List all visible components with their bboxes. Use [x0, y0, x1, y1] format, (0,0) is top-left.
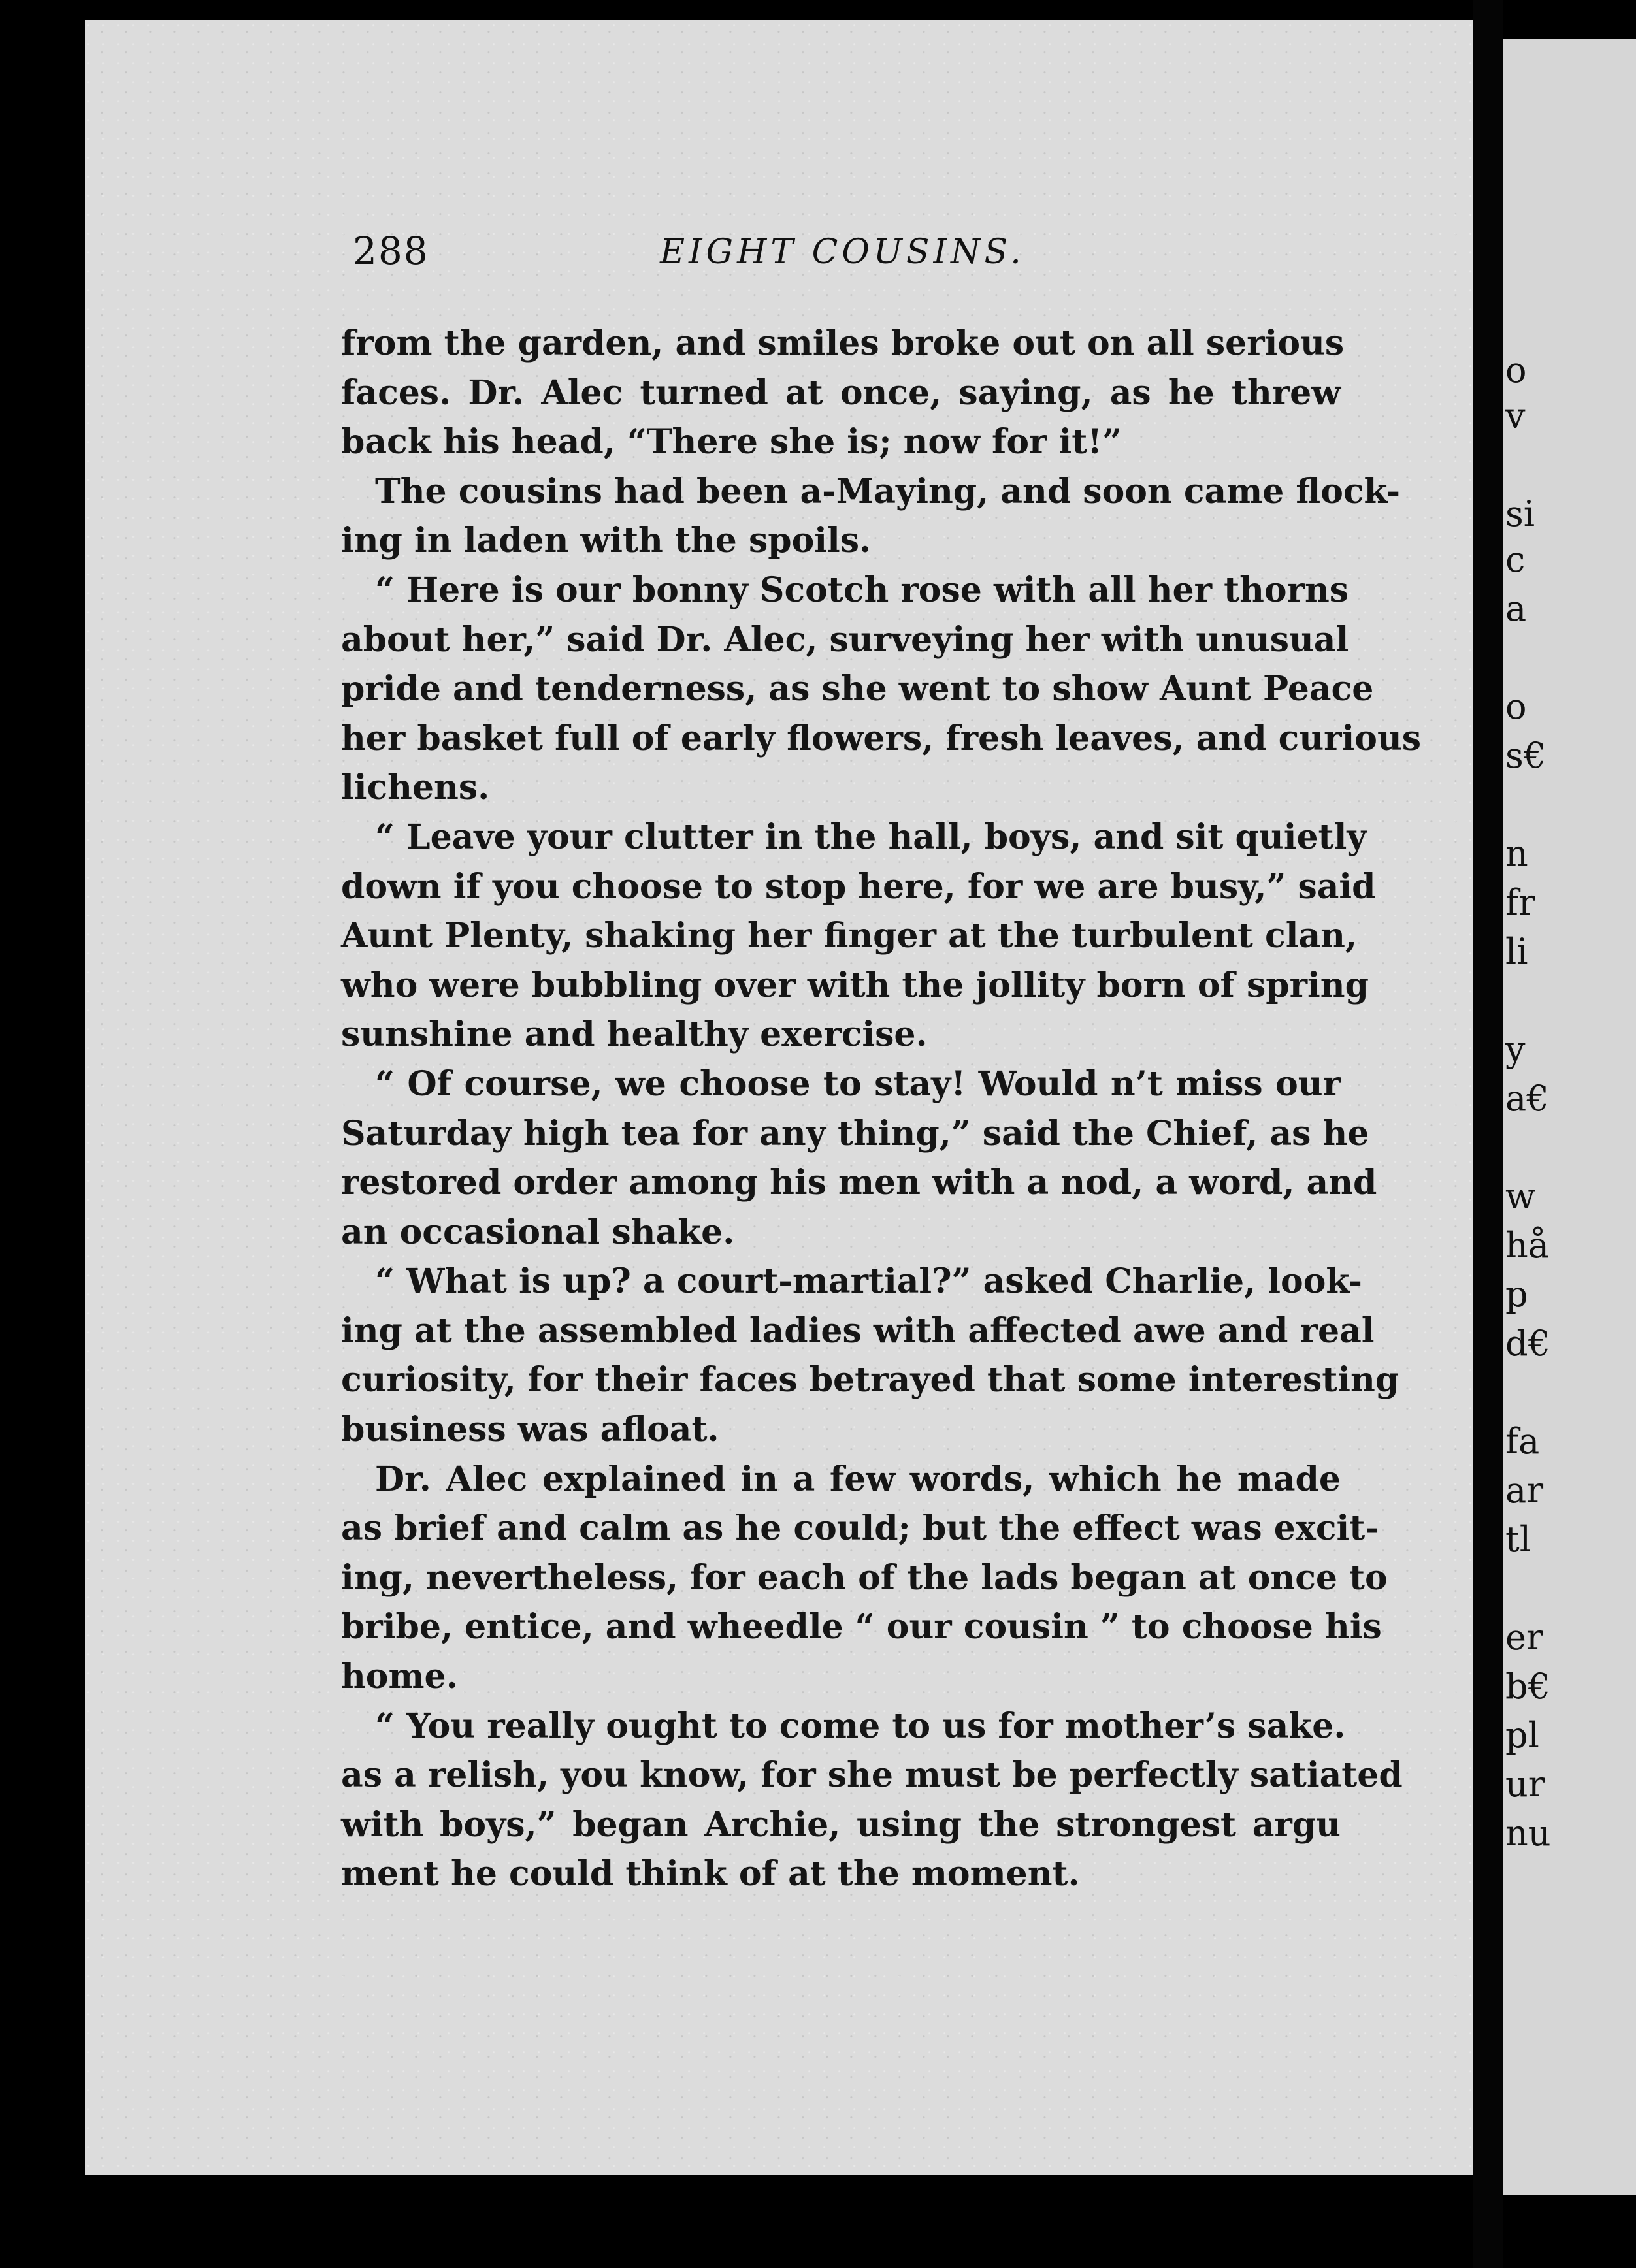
right-page-text-fragment: c [1505, 539, 1526, 580]
text-line: down if you choose to stop here, for we are busy,” said [341, 866, 1376, 907]
text-line: ment he could think of at the moment. [341, 1854, 1080, 1894]
text-line: lichens. [341, 768, 490, 808]
text-line: who were bubbling over with the jollity born of spring [341, 965, 1369, 1005]
text-line: ing, nevertheless, for each of the lads began at once to [341, 1557, 1388, 1598]
text-line: with boys,” began Archie, using the strongest argu [341, 1804, 1341, 1845]
right-page-text-fragment: o [1505, 349, 1527, 391]
page-gutter [1473, 0, 1503, 2268]
text-line: Dr. Alec explained in a few words, which he made [375, 1459, 1341, 1499]
text-line: “ What is up? a court-martial?” asked Charlie, look- [375, 1261, 1362, 1302]
text-line: Aunt Plenty, shaking her finger at the turbulent clan, [341, 916, 1358, 956]
body-text [341, 319, 1422, 1899]
right-page-text-fragment: b€ [1505, 1666, 1550, 1707]
text-line: “ Here is our bonny Scotch rose with all her thorns [375, 570, 1349, 610]
text-line: The cousins had been a-Maying, and soon came flock- [375, 471, 1401, 511]
right-page-sliver [1503, 39, 1636, 2195]
text-line: ing at the assembled ladies with affected awe and real [341, 1310, 1375, 1351]
right-page-text-fragment: o [1505, 686, 1527, 727]
page-number: 288 [353, 229, 429, 273]
text-line: faces. Dr. Alec turned at once, saying, as he threw [341, 372, 1341, 413]
text-line: about her,” said Dr. Alec, surveying her with unusual [341, 619, 1349, 660]
text-line: an occasional shake. [341, 1212, 735, 1252]
right-page-text-fragment: si [1505, 493, 1535, 534]
right-page-text-fragment: fa [1505, 1421, 1540, 1462]
right-page-text-fragment: nu [1505, 1813, 1551, 1854]
running-title: EIGHT COUSINS. [660, 233, 1025, 272]
right-page-text-fragment: d€ [1505, 1323, 1550, 1364]
text-line: back his head, “There she is; now for it!” [341, 422, 1122, 462]
text-line: restored order among his men with a nod, a word, and [341, 1163, 1377, 1203]
text-line: pride and tenderness, as she went to show Aunt Peace [341, 669, 1374, 709]
text-line: her basket full of early flowers, fresh leaves, and curious [341, 718, 1422, 758]
right-page-text-fragment: p [1505, 1274, 1528, 1315]
right-page-text-fragment: a [1505, 588, 1527, 629]
right-page-text-fragment: hå [1505, 1225, 1549, 1266]
text-line: Saturday high tea for any thing,” said the Chief, as he [341, 1113, 1369, 1154]
text-line: home. [341, 1657, 458, 1697]
text-line: business was afloat. [341, 1410, 719, 1450]
text-line: bribe, entice, and wheedle “ our cousin ” to choose his [341, 1607, 1382, 1647]
right-page-text-fragment: er [1505, 1617, 1543, 1658]
right-page-text-fragment: w [1505, 1176, 1536, 1217]
text-line: “ Leave your clutter in the hall, boys, and sit quietly [375, 817, 1367, 857]
right-page-text-fragment: ar [1505, 1470, 1544, 1511]
right-page-text-fragment: fr [1505, 882, 1535, 923]
text-line: “ Of course, we choose to stay! Would n’t miss our [375, 1063, 1341, 1104]
right-page-text-fragment: n [1505, 833, 1528, 874]
running-header [353, 229, 1398, 281]
right-page-text-fragment: v [1505, 395, 1526, 436]
text-line: sunshine and healthy exercise. [341, 1014, 928, 1055]
text-line: curiosity, for their faces betrayed that some interesting [341, 1360, 1399, 1401]
text-line: ing in laden with the spoils. [341, 521, 872, 561]
right-page-text-fragment: pl [1505, 1715, 1539, 1756]
text-line: “ You really ought to come to us for mother’s sake. [375, 1706, 1346, 1746]
right-page-text-fragment: ur [1505, 1764, 1545, 1805]
text-line: as brief and calm as he could; but the effect was excit- [341, 1508, 1379, 1549]
right-page-text-fragment: a€ [1505, 1078, 1549, 1119]
right-page-text-fragment: li [1505, 931, 1528, 972]
text-line: as a relish, you know, for she must be perfectly satiated [341, 1755, 1403, 1796]
right-page-text-fragment: y [1505, 1029, 1526, 1070]
right-page-text-fragment: s€ [1505, 735, 1546, 776]
text-line: from the garden, and smiles broke out on all serious [341, 323, 1345, 363]
right-page-text-fragment: tl [1505, 1519, 1531, 1560]
